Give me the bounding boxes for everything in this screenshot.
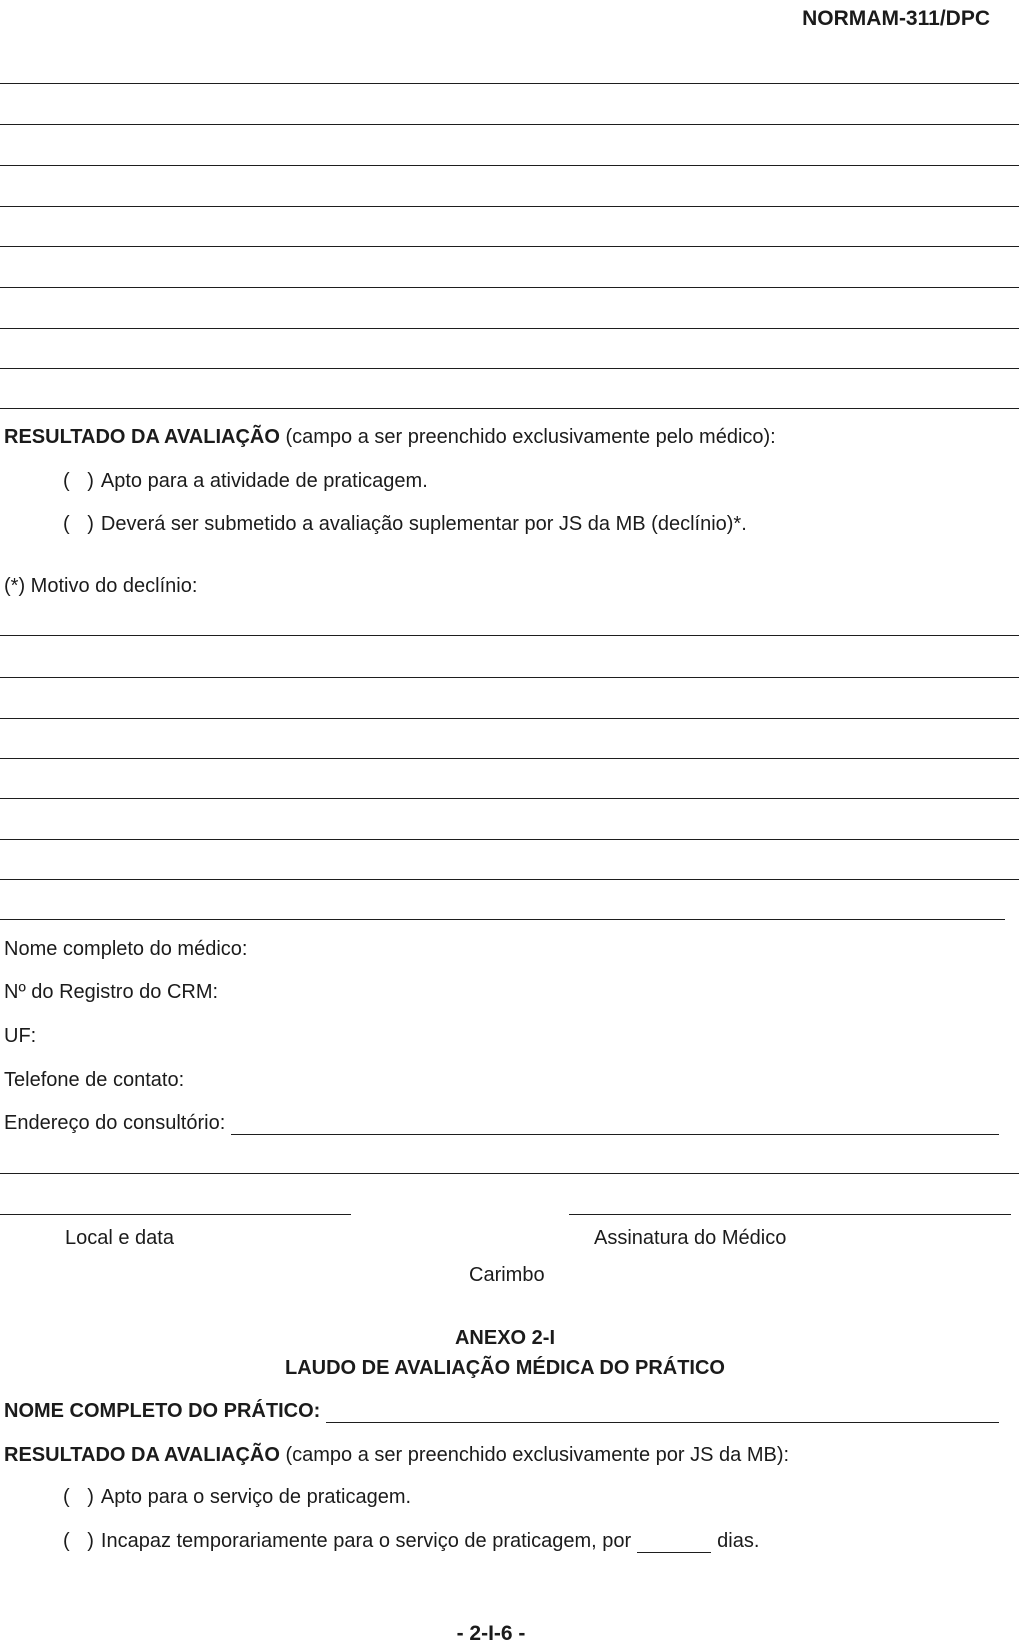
- pilot-name-row: [4, 1399, 999, 1423]
- blank-line: [0, 83, 1019, 84]
- stamp-label: Carimbo: [469, 1264, 545, 1286]
- option-fit-service: [63, 1485, 411, 1509]
- signature-line: [569, 1214, 1011, 1215]
- blank-line: [0, 758, 1019, 759]
- annex-subtitle: LAUDO DE AVALIAÇÃO MÉDICA DO PRÁTICO: [285, 1357, 725, 1379]
- uf-label: UF:: [4, 1025, 37, 1047]
- annex-title: ANEXO 2-I: [454, 1327, 556, 1349]
- result-heading-bold: RESULTADO DA AVALIAÇÃO: [4, 426, 280, 448]
- decline-reason-label: (*) Motivo do declínio:: [4, 575, 198, 597]
- blank-line: [0, 368, 1019, 369]
- blank-line: [0, 328, 1019, 329]
- blank-line: [0, 165, 1019, 166]
- days-suffix: dias.: [717, 1530, 760, 1552]
- blank-line: [0, 839, 1019, 840]
- checkbox-mark: ( ): [63, 1486, 94, 1508]
- result-heading-bold: RESULTADO DA AVALIAÇÃO: [4, 1444, 280, 1466]
- physician-name-label: Nome completo do médico:: [4, 938, 248, 960]
- office-address-label: Endereço do consultório:: [4, 1112, 226, 1134]
- signature-label: Assinatura do Médico: [594, 1227, 787, 1249]
- blank-line: [0, 124, 1019, 125]
- checkbox-mark: ( ): [63, 513, 94, 535]
- pilot-name-label: NOME COMPLETO DO PRÁTICO:: [4, 1400, 321, 1422]
- option-temporarily-unfit: [63, 1529, 759, 1553]
- option-fit: [63, 469, 428, 493]
- blank-line: [0, 879, 1019, 880]
- option-supplementary: [63, 512, 747, 536]
- option-label: Incapaz temporariamente para o serviço de praticagem, por: [100, 1530, 632, 1552]
- blank-line: [0, 287, 1019, 288]
- pilot-name-blank: [326, 1399, 999, 1423]
- phone-label: Telefone de contato:: [4, 1069, 185, 1091]
- option-label: Deverá ser submetido a avaliação suplementar por JS da MB (declínio)*.: [100, 513, 747, 535]
- office-address-row: [4, 1111, 999, 1135]
- checkbox-mark: ( ): [63, 1530, 94, 1552]
- result-heading-js: [4, 1443, 789, 1467]
- result-heading-note: (campo a ser preenchido exclusivamente por JS da MB):: [285, 1444, 790, 1466]
- blank-line: [0, 408, 1019, 409]
- blank-line: [0, 677, 1019, 678]
- place-date-label: Local e data: [65, 1227, 174, 1249]
- blank-line: [0, 718, 1019, 719]
- blank-line: [0, 635, 1019, 636]
- result-heading-physician: [4, 425, 776, 449]
- crm-number-label: Nº do Registro do CRM:: [4, 981, 219, 1003]
- option-label: Apto para a atividade de praticagem.: [100, 470, 428, 492]
- blank-line: [0, 246, 1019, 247]
- option-label: Apto para o serviço de praticagem.: [100, 1486, 412, 1508]
- blank-line: [0, 919, 1005, 920]
- blank-line: [0, 206, 1019, 207]
- checkbox-mark: ( ): [63, 470, 94, 492]
- place-date-line: [0, 1214, 351, 1215]
- days-blank: [637, 1529, 711, 1553]
- office-address-blank: [231, 1111, 999, 1135]
- result-heading-note: (campo a ser preenchido exclusivamente pelo médico):: [285, 426, 776, 448]
- document-code: NORMAM-311/DPC: [802, 7, 990, 30]
- blank-line: [0, 798, 1019, 799]
- blank-line: [0, 1173, 1019, 1174]
- page-number: - 2-I-6 -: [456, 1622, 526, 1645]
